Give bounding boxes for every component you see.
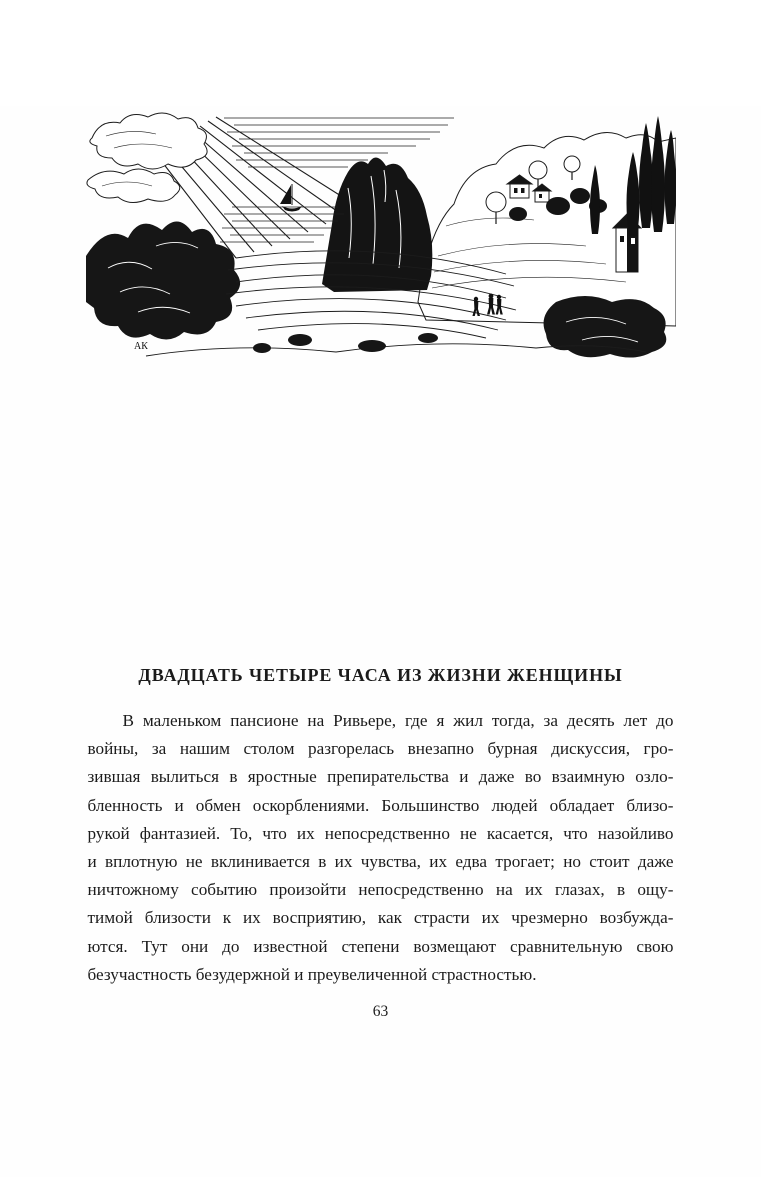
left-rocks — [86, 221, 240, 339]
paragraph-line: зившая вылиться в яростные препирательства и даже во взаимную озло- — [87, 767, 674, 787]
sea-lines — [220, 207, 344, 242]
paragraph-line: В маленьком пансионе на Ривьере, где я жил тогда, за десять лет до — [122, 711, 674, 730]
paragraph-line: и вплотную не вклинивается в их чувства, их едва трогает; но стоит даже — [87, 852, 674, 872]
page-number: 63 — [372, 1003, 389, 1021]
clouds — [86, 113, 206, 203]
paragraph-line: безучастность безудержной и преувеличенной страстностью. — [87, 964, 537, 984]
paragraph-line: войны, за нашим столом разгорелась внезапно бурная дискуссия, гро- — [87, 739, 674, 759]
body-paragraph — [88, 707, 674, 989]
artist-monogram: АК — [133, 341, 148, 352]
book-page — [0, 106, 761, 1177]
chapter-title: ДВАДЦАТЬ ЧЕТЫРЕ ЧАСА ИЗ ЖИЗНИ ЖЕНЩИНЫ — [138, 665, 623, 685]
paragraph-line: ются. Тут они до известной степени возмещают сравнительную свою — [87, 936, 674, 956]
paragraph-line: рукой фантазией. То, что их непосредственно не касается, что назойливо — [87, 823, 674, 843]
woodcut-illustration — [86, 106, 676, 371]
paragraph-line: ничтожному событию произойти непосредственно на их глазах, в ощу- — [87, 880, 674, 900]
sky-hatching-lines — [224, 118, 454, 167]
paragraph-line: тимой близости к их восприятию, как страсти их чрезмерно возбужда- — [87, 908, 674, 928]
chapter-illustration — [86, 106, 676, 371]
paragraph-line: бленность и обмен оскорблениями. Большинство людей обладает близо- — [87, 795, 674, 815]
mountain — [322, 157, 432, 292]
right-rocks — [543, 296, 666, 358]
